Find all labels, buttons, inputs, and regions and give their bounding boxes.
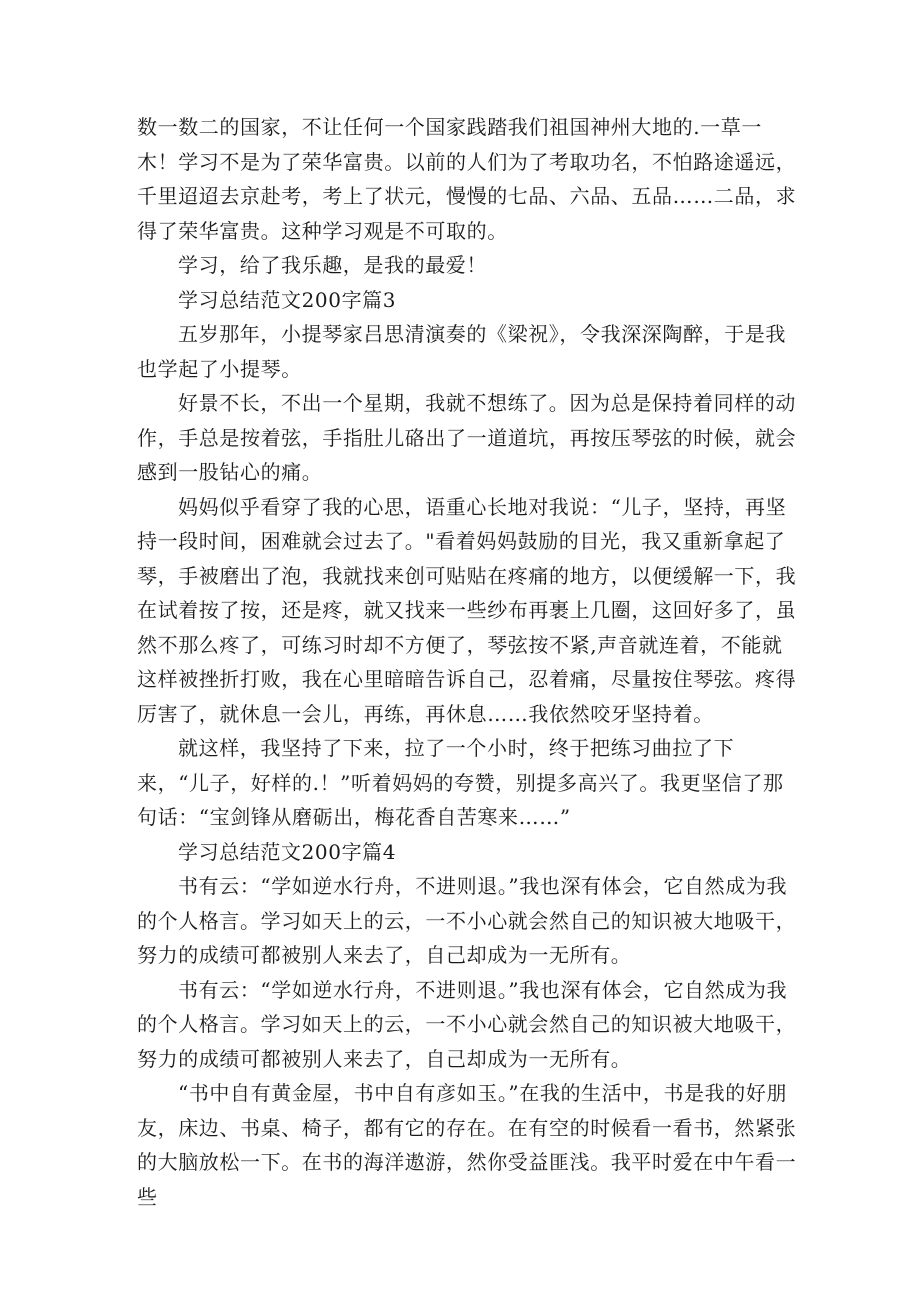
paragraph-9: “书中自有黄金屋，书中自有彦如玉。”在我的生活中，书是我的好朋友，床边、书桌、椅子，都有它的存在。在有空的时候看一看书，然紧张的大脑放松一下。在书的海洋遨游，然你受益匪浅。我平时爱在中午看一些 — [137, 1081, 797, 1209]
paragraph-2: 学习，给了我乐趣，是我的最爱！ — [178, 253, 487, 277]
section-heading-3: 学习总结范文200字篇3 — [178, 287, 397, 312]
paragraph-3: 五岁那年，小提琴家吕思清演奏的《梁祝》，令我深深陶醉，于是我也学起了小提琴。 — [137, 322, 786, 381]
document-body — [137, 110, 797, 1214]
paragraph-1: 数一数二的国家，不让任何一个国家践踏我们祖国神州大地的.一草一木！学习不是为了荣华富贵。以前的人们为了考取功名，不怕路途遥远，千里迢迢去京赴考，考上了状元，慢慢的七品、六品、五品……二品，求得了荣华富贵。这种学习观是不可取的。 — [137, 115, 797, 243]
paragraph-5: 妈妈似乎看穿了我的心思，语重心长地对我说：“儿子，坚持，再坚持一段时间，困难就会过去了。"看着妈妈鼓励的目光，我又重新拿起了琴，手被磨出了泡，我就找来创可贴贴在疼痛的地方，以便缓解一下，我在试着按了按，还是疼，就又找来一些纱布再裹上几圈，这回好多了，虽然不那么疼了，可练习时却不方便了，琴弦按不紧,声音就连着，不能就这样被挫折打败，我在心里暗暗告诉自己，忍着痛，尽量按住琴弦。疼得厉害了，就休息一会儿，再练，再休息……我依然咬牙坚持着。 — [137, 494, 797, 726]
paragraph-4: 好景不长，不出一个星期，我就不想练了。因为总是保持着同样的动作，手总是按着弦，手指肚儿硌出了一道道坑，再按压琴弦的时候，就会感到一股钻心的痛。 — [137, 391, 797, 484]
paragraph-8: 书有云：“学如逆水行舟，不进则退。”我也深有体会，它自然成为我的个人格言。学习如天上的云，一不小心就会然自己的知识被大地吸干，努力的成绩可都被别人来去了，自己却成为一无所有。 — [137, 977, 797, 1071]
section-heading-4: 学习总结范文200字篇4 — [178, 839, 397, 864]
paragraph-7: 书有云：“学如逆水行舟，不进则退。”我也深有体会，它自然成为我的个人格言。学习如天上的云，一不小心就会然自己的知识被大地吸干，努力的成绩可都被别人来去了，自己却成为一无所有。 — [137, 874, 797, 967]
paragraph-6: 就这样，我坚持了下来，拉了一个小时，终于把练习曲拉了下来，“儿子，好样的.！”听着妈妈的夸赞，别提多高兴了。我更坚信了那句话：“宝剑锋从磨砺出，梅花香自苦寒来……” — [137, 736, 784, 829]
